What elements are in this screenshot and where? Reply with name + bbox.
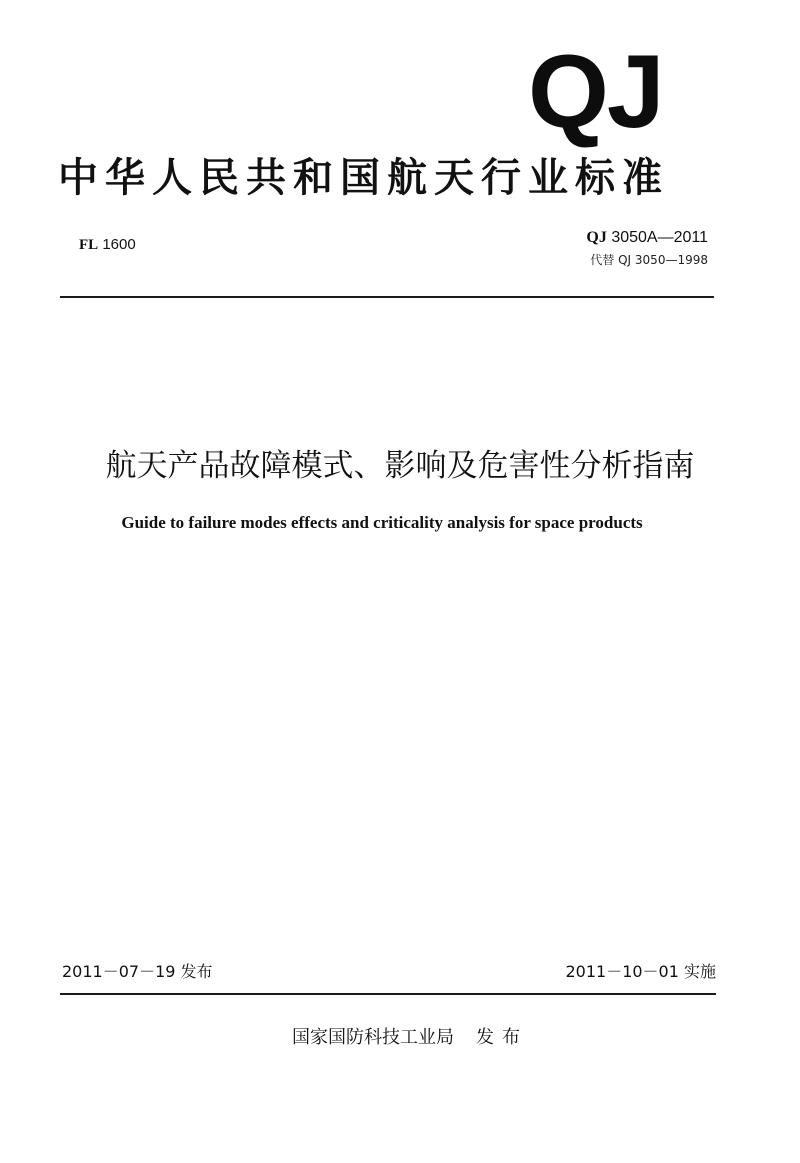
replaces-standard: 代替 QJ 3050—1998 bbox=[590, 253, 708, 267]
standard-number-prefix: QJ bbox=[586, 229, 607, 246]
publisher-name: 国家国防科技工业局 bbox=[292, 1027, 454, 1048]
document-title-english: Guide to failure modes effects and criticality analysis for space products bbox=[121, 513, 643, 532]
standard-organization-title: 中华人民共和国航天行业标准 bbox=[58, 155, 669, 201]
issue-date: 2011－07－19 发布 bbox=[62, 962, 213, 981]
standard-logo: QJ bbox=[528, 34, 663, 150]
standard-number bbox=[586, 228, 708, 248]
standard-number-code: 3050A—2011 bbox=[611, 229, 708, 246]
document-title-chinese: 航天产品故障模式、影响及危害性分析指南 bbox=[105, 448, 695, 484]
publisher-line bbox=[0, 1026, 800, 1050]
bottom-divider bbox=[60, 993, 716, 995]
classification-code bbox=[79, 236, 136, 254]
publisher-suffix: 发布 bbox=[476, 1027, 528, 1048]
classification-number: 1600 bbox=[102, 236, 136, 253]
implementation-date: 2011－10－01 实施 bbox=[565, 962, 716, 981]
classification-prefix: FL bbox=[79, 237, 99, 253]
top-divider bbox=[60, 296, 714, 298]
